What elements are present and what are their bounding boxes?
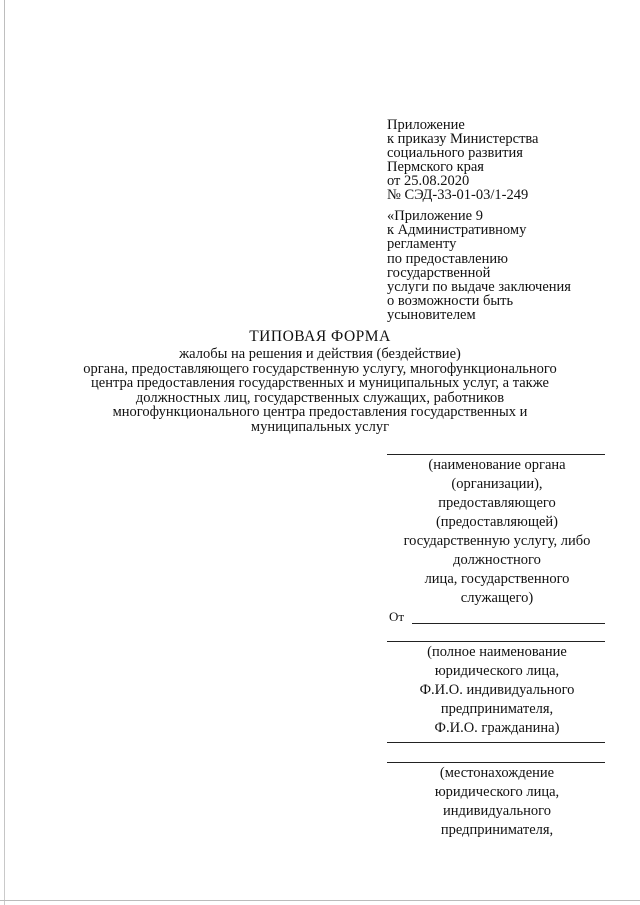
- from-label: От: [389, 609, 405, 624]
- sender-name-line[interactable]: [412, 623, 605, 624]
- scan-edge-bottom: [0, 900, 640, 901]
- location-caption: [387, 764, 607, 840]
- sender-caption: [387, 643, 607, 738]
- appendix-line: регламенту: [387, 236, 457, 253]
- scan-edge-left: [4, 0, 5, 905]
- caption-line: юридического лица,: [434, 663, 560, 679]
- subtitle-line: многофункционального центра предоставления государственных и: [112, 404, 528, 420]
- caption-line: предпринимателя,: [440, 701, 554, 717]
- location-line[interactable]: [387, 742, 605, 743]
- approval-line: Пермского края: [387, 159, 484, 175]
- caption-line: Ф.И.О. индивидуального: [419, 682, 575, 698]
- caption-line: (наименование органа: [428, 457, 566, 473]
- appendix-line: «Приложение 9: [387, 208, 483, 224]
- approval-date: от 25.08.2020: [387, 173, 470, 189]
- caption-line: (полное наименование: [427, 644, 567, 660]
- subtitle-line: должностных лиц, государственных служащих, работников: [135, 389, 505, 406]
- caption-line: (местонахождение: [439, 765, 555, 781]
- appendix-line: услуги по выдаче заключения: [387, 279, 571, 296]
- approval-line: к приказу Министерства: [387, 131, 539, 147]
- caption-line: предпринимателя,: [440, 822, 554, 838]
- caption-line: должностного: [453, 552, 541, 568]
- approval-line: социального развития: [387, 145, 523, 161]
- appendix-line: государственной: [387, 264, 491, 281]
- recipient-name-line[interactable]: [387, 454, 605, 455]
- caption-line: (предоставляющей): [435, 514, 559, 530]
- caption-line: индивидуального: [443, 803, 551, 819]
- approval-number: № СЭД-33-01-03/1-249: [387, 187, 529, 203]
- recipient-caption: [387, 456, 607, 608]
- subtitle-line: муниципальных услуг: [250, 418, 390, 435]
- caption-line: служащего): [460, 590, 534, 606]
- location-line-2[interactable]: [387, 762, 605, 763]
- appendix-line: о возможности быть: [387, 293, 514, 310]
- appendix-reference-block: [387, 209, 627, 323]
- form-subtitle: [40, 347, 600, 434]
- caption-line: юридического лица,: [434, 784, 560, 800]
- appendix-line: по предоставлению: [387, 250, 508, 267]
- subtitle-line: центра предоставления государственных и муниципальных услуг, а также: [91, 375, 549, 391]
- subtitle-line: органа, предоставляющего государственную услугу, многофункционального: [83, 360, 557, 377]
- approval-line: Приложение: [387, 117, 465, 133]
- appendix-line: к Административному: [387, 222, 527, 239]
- caption-line: лица, государственного: [424, 571, 570, 587]
- caption-line: предоставляющего: [438, 495, 556, 511]
- form-title: ТИПОВАЯ ФОРМА: [249, 328, 391, 345]
- sender-name-line-2[interactable]: [387, 641, 605, 642]
- caption-line: Ф.И.О. гражданина): [434, 720, 560, 736]
- caption-line: (организации),: [451, 476, 543, 492]
- subtitle-line: жалобы на решения и действия (бездействие): [179, 346, 461, 362]
- caption-line: государственную услугу, либо: [403, 533, 591, 549]
- approval-stamp-block: [387, 118, 627, 202]
- appendix-line: усыновителем: [387, 307, 476, 324]
